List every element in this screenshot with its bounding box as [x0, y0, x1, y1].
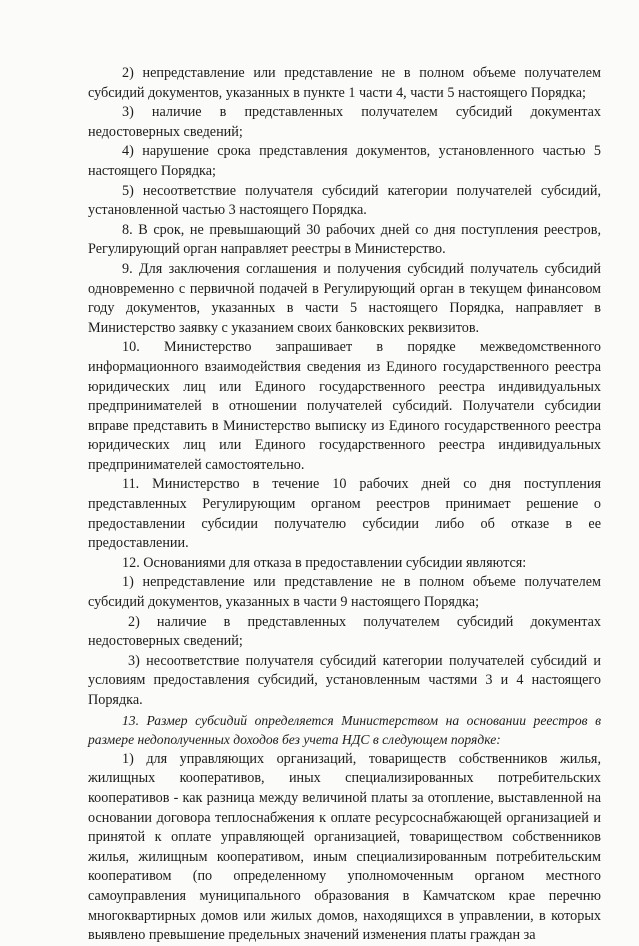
- paragraph-amount-1: 1) для управляющих организаций, товариществ собственников жилья, жилищных кооперативов, иных специализированных потребительских кооперативов - как разница между величиной платы за отопление, выставленной на основании договора теплоснабжения к оплате ресурсоснабжающей организацией и принятой к оплате управляющей организацией, товариществом собственников жилья, жилищным кооперативом, иным специализированным потребительским кооперативом (по определенному уполномоченным органом местного самоуправления муниципального образования в Камчатском крае перечню многоквартирных домов или жилых домов, находящихся в управлении, в которых выявлено превышение предельных значений изменения платы граждан за: [88, 750, 601, 944]
- paragraph-section-9: 9. Для заключения соглашения и получения субсидий получатель субсидий одновременно с первичной подачей в Регулирующий орган в текущем финансовом году документов, указанных в части 5 настоящего Порядка, направляет в Министерство заявку с указанием своих банковских реквизитов.: [88, 260, 601, 336]
- paragraph-section-12: 12. Основаниями для отказа в предоставлении субсидии являются:: [122, 554, 527, 571]
- paragraph-item-4: 4) нарушение срока представления документов, установленного частью 5 настоящего Порядка;: [88, 143, 601, 179]
- document-body: [88, 64, 601, 946]
- paragraph-item-2: 2) непредставление или представление не в полном объеме получателем субсидий документов, указанных в пункте 1 части 4, части 5 настоящего Порядка;: [88, 65, 601, 101]
- paragraph-section-11: 11. Министерство в течение 10 рабочих дней со дня поступления представленных Регулирующим органом реестров принимает решение о предоставлении субсидии получателю субсидии либо об отказе в ее предоставлении.: [88, 476, 601, 552]
- paragraph-section-13: 13. Размер субсидий определяется Министерством на основании реестров в размере недополученных доходов без учета НДС в следующем порядке:: [88, 712, 601, 748]
- paragraph-refusal-2: 2) наличие в представленных получателем субсидий документах недостоверных сведений;: [88, 613, 601, 650]
- paragraph-item-5: 5) несоответствие получателя субсидий категории получателей субсидий, установленной частью 3 настоящего Порядка.: [88, 182, 601, 219]
- paragraph-section-10: 10. Министерство запрашивает в порядке межведомственного информационного взаимодействия сведения из Единого государственного реестра юридических лиц или Единого государственного реестра индивидуальных предпринимателей в отношении получателей субсидий. Получатели субсидии вправе представить в Министерство выписку из Единого государственного реестра юридических лиц или Единого государственного реестра индивидуальных предпринимателей самостоятельно.: [88, 339, 601, 473]
- paragraph-section-8: 8. В срок, не превышающий 30 рабочих дней со дня поступления реестров, Регулирующий орган направляет реестры в Министерство.: [88, 221, 601, 258]
- paragraph-item-3: 3) наличие в представленных получателем субсидий документах недостоверных сведений;: [88, 104, 601, 140]
- paragraph-refusal-1: 1) непредставление или представление не в полном объеме получателем субсидий документов, указанных в части 9 настоящего Порядка;: [88, 574, 601, 611]
- paragraph-refusal-3: 3) несоответствие получателя субсидий категории получателей субсидий и условиям предоставления субсидий, установленным частями 3 и 4 настоящего Порядка.: [88, 652, 601, 708]
